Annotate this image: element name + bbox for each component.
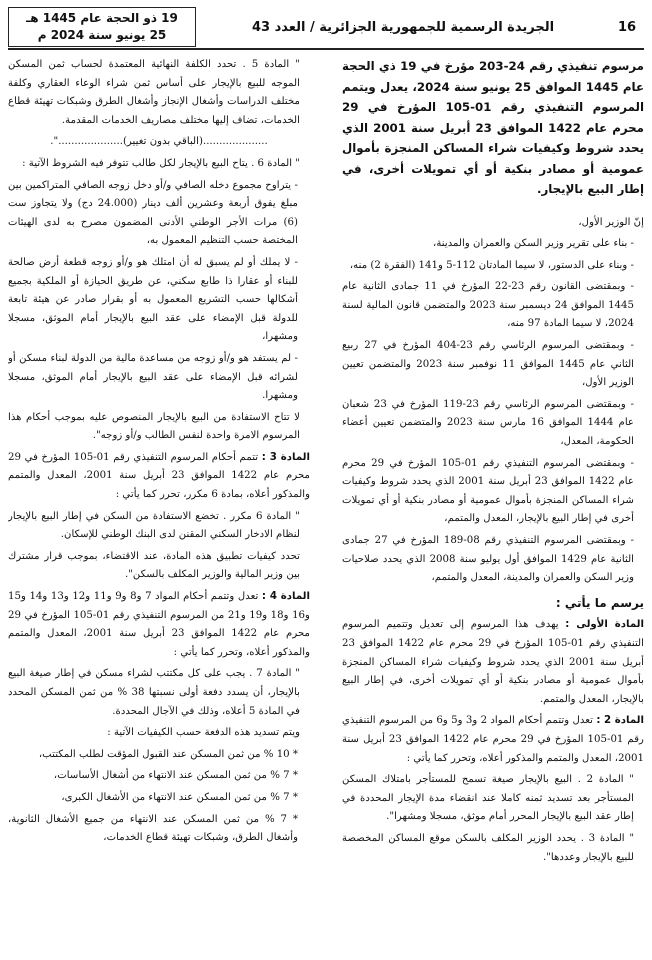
quoted-article-3: " المادة 3 . يحدد الوزير المكلف بالسكن موقع المساكن المخصصة للبيع بالإيجار وعددها". (342, 832, 635, 863)
article-4 (8, 588, 310, 662)
recital: - وبمقتضى المرسوم الرئاسي رقم 23-119 المؤرخ في 23 شعبان عام 1444 الموافق 16 مارس سنة 2023 والمتضمن تعيين أعضاء الحكومة، المعدل، (342, 398, 634, 448)
condition-item: - يتراوح مجموع دخله الصافي و/أو دخل زوجه الصافي المتراكمين بين مبلغ يفوق أربعة وعشرين ألف دينار (24.000 دج) ولا يتجاوز ست (6) مرات الأجر الوطني الأدنى المضمون مصرح به لدى الهيئات المختصة حسب التنظيم المعمول به، (8, 179, 298, 247)
condition-note: لا تتاح الاستفادة من البيع بالإيجار المنصوص عليه بموجب أحكام هذا المرسوم الامرة واحدة لنفس الطالب و/أو زوجه". (8, 411, 300, 442)
payment-installment: * 10 % من ثمن المسكن عند القبول المؤقت لطلب المكتتب، (38, 748, 298, 760)
recital: - وبمقتضى المرسوم التنفيذي رقم 01-105 المؤرخ في 29 محرم عام 1422 الموافق 23 أبريل سنة 2001 الذي يحدد شروط وكيفيات شراء المساكن المنجزة بأموال عمومية أو مصادر بنكية أو أي تمويلات أخرى في إطار البيع بالإيجار، المعدل والمتمم، (342, 457, 634, 525)
recital: - وبمقتضى المرسوم الرئاسي رقم 23-404 المؤرخ في 27 ربيع الثاني عام 1445 الموافق 11 نوفمبر سنة 2023 والمتضمن تعيين الوزير الأول، (342, 340, 635, 389)
decree-title: مرسوم تنفيذي رقم 24-203 مؤرخ في 19 ذي الحجة عام 1445 الموافق 25 يونيو سنة 2024، يعدل ويتمم المرسوم التنفيذي رقم 01-105 المؤرخ في 29 محرم عام 1422 الموافق 23 أبريل سنة 2001 الذي يحدد شروط وكيفيات شراء المساكن المنجزة بأموال عمومية أو مصادر بنكية أو أي تمويلات أخرى، في إطار البيع بالإيجار. (342, 59, 644, 196)
condition-item: - لا يملك أو لم يسبق له أن امتلك هو و/أو زوجه قطعة أرض صالحة للبناء أو عقارا ذا طابع سكني، عن طريق الحيازة أو الملكية بجميع أشكالها حسب التشريع المعمول به أو بقرار صادر عن هيئة تابعة للدولة قبل الإمضاء على عقد البيع بالإيجار أمام الموثق، مسجلا ومشهرا، (8, 256, 298, 343)
salutation: إنّ الوزير الأول، (578, 216, 644, 228)
recital: - بناء على تقرير وزير السكن والعمران والمدينة، (433, 238, 634, 250)
unchanged-remainder: ....................(الباقي بدون تغيير)....................". (50, 136, 268, 148)
article-label: المادة 3 : (261, 451, 310, 463)
recital: - وبناء على الدستور، لا سيما المادتان 112-5 و141 (الفقرة 2) منه، (349, 259, 634, 271)
page-number: 16 (617, 19, 637, 35)
payment-installment: * 7 % من ثمن المسكن عند الانتهاء من الأشغال الكبرى، (61, 791, 298, 803)
recital: - وبمقتضى المرسوم التنفيذي رقم 08-189 المؤرخ في 27 جمادى الثانية عام 1429 الموافق أول يوليو سنة 2008 الذي يحدد صلاحيات وزير السكن والعمران والمدينة، المعدل والمتمم، (342, 535, 634, 584)
article-1 (342, 616, 644, 709)
article-3 (8, 449, 310, 505)
right-column (342, 56, 644, 956)
condition-item: - لم يستفد هو و/أو زوجه من مساعدة مالية من الدولة لبناء مسكن أو لشرائه قبل الإمضاء على عقد البيع بالإيجار أمام الموثق، مسجلا ومشهرا. (8, 352, 298, 402)
issue-date-box (8, 7, 196, 47)
quoted-article-7: " المادة 7 . يجب على كل مكتتب لشراء مسكن في إطار صيغة البيع بالإيجار، أن يسدد دفعة أولى نسبتها 38 % من ثمن المسكن المحدد في المادة 5 أعلاه، وذلك في الآجال المحددة. (8, 668, 300, 717)
recital: - وبمقتضى القانون رقم 23-22 المؤرخ في 11 جمادى الثانية عام 1445 الموافق 24 ديسمبر سنة 2023 والمتضمن قانون المالية لسنة 2024، لا سيما المادة 97 منه، (342, 281, 634, 330)
gazette-title: الجريدة الرسمية للجمهورية الجزائرية / العدد 43 (251, 19, 555, 35)
date-gregorian: 25 يونيو سنة 2024 م (37, 28, 167, 42)
article-label: المادة الأولى : (565, 619, 644, 631)
quoted-article-6-bis-2: تحدد كيفيات تطبيق هذه المادة، عند الاقتضاء، بموجب قرار مشترك بين وزير المالية والوزير المكلف بالسكن". (8, 550, 300, 581)
article-2 (342, 712, 644, 768)
article-text: تعدل وتتمم أحكام المواد 7 و8 و9 و11 و12 و13 و14 و15 و16 و18 و19 و21 من المرسوم التنفيذي رقم 01-105 المؤرخ في 29 محرم عام 1422 الموافق 23 أبريل سنة 2001، المعدل والمتمم والمذكور أعلاه، وتحرر كما يأتي : (8, 591, 310, 658)
payment-intro: ويتم تسديد هذه الدفعة حسب الكيفيات الآتية : (107, 727, 300, 739)
quoted-article-5: " المادة 5 . تحدد الكلفة النهائية المعتمدة لحساب ثمن المسكن الموجه للبيع بالإيجار على أساس ثمن شراء الوعاء العقاري وكلفة مختلف الدراسات وأشغال الإنجاز وأشغال الطرق وشبكات تهيئة قطاع الخدمات، تضاف إليها مختلف مصاريف الخدمات المقدمة. (8, 59, 300, 126)
payment-installment: * 7 % من ثمن المسكن عند الانتهاء من أشغال الأساسات، (53, 770, 298, 782)
page-header (8, 6, 644, 50)
article-text: يهدف هذا المرسوم إلى تعديل وتتميم المرسوم التنفيذي رقم 01-105 المؤرخ في 29 محرم عام 1422 الموافق 23 أبريل سنة 2001 الذي يحدد شروط وكيفيات شراء المساكن المنجزة بأموال عمومية أو مصادر بنكية أو أي تمويلات أخرى، في إطار البيع بالإيجار، المعدل والمتمم. (342, 619, 644, 705)
payment-installment: * 7 % من ثمن المسكن عند الانتهاء من جميع الأشغال الثانوية، وأشغال الطرق، وشبكات تهيئة قطاع الخدمات، (8, 813, 298, 844)
article-text: تعدل وتتمم أحكام المواد 2 و3 و5 و6 من المرسوم التنفيذي رقم 01-105 المؤرخ في 29 محرم عام 1422 الموافق 23 أبريل سنة 2001، المعدل والمتمم والمذكور أعلاه، وتحرر كما يأتي : (342, 715, 644, 764)
quoted-article-6-bis: " المادة 6 مكرر . تخضع الاستفادة من السكن في إطار البيع بالإيجار لنظام الادخار السكني المقنن لدى البنك الوطني للإسكان. (8, 510, 300, 541)
article-text: تتمم أحكام المرسوم التنفيذي رقم 01-105 المؤرخ في 29 محرم عام 1422 الموافق 23 أبريل سنة 2001، المعدل والمتمم والمذكور أعلاه، بمادة 6 مكرر، تحرر كما يأتي : (8, 451, 310, 501)
decrees-heading: يرسم ما يأتي : (555, 595, 644, 610)
left-column (8, 56, 310, 956)
date-hijri: 19 ذو الحجة عام 1445 هـ (26, 11, 178, 25)
quoted-article-2: " المادة 2 . البيع بالإيجار صيغة تسمح للمستأجر بامتلاك المسكن المستأجر بعد تسديد ثمنه كاملا عند انقضاء مدة الإيجار المحددة في إطار عقد البيع بالإيجار المحرر أمام موثق، مسجلا ومشهرا". (342, 774, 634, 823)
quoted-article-6: " المادة 6 . يتاح البيع بالإيجار لكل طالب تتوفر فيه الشروط الآتية : (22, 157, 300, 169)
article-label: المادة 2 : (596, 715, 644, 727)
text-columns (8, 50, 644, 956)
article-label: المادة 4 : (261, 591, 310, 603)
